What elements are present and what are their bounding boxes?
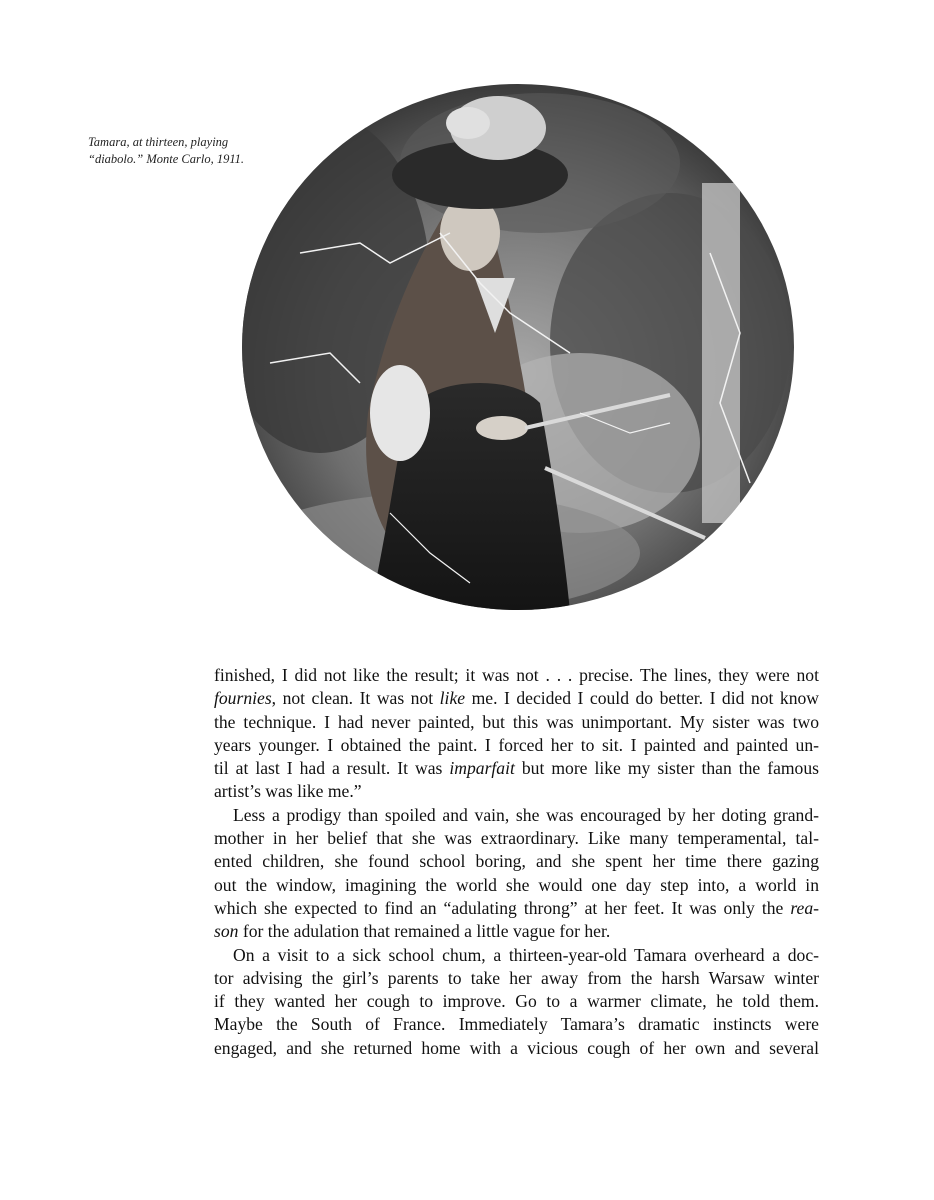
p1-line-3: the technique. I had never painted, but this was unimportant. My sister was two — [214, 711, 819, 732]
circular-vintage-photograph — [240, 83, 796, 611]
p2-line-2: mother in her belief that she was extraordinary. Like many temperamental, tal- — [214, 828, 819, 849]
p2-line-4: out the window, imagining the world she would one day step into, a world in — [214, 874, 819, 895]
p1-line-1: finished, I did not like the result; it was not . . . precise. The lines, they were not — [214, 665, 819, 685]
caption-line-1: Tamara, at thirteen, playing — [88, 135, 229, 149]
p2-line-1: Less a prodigy than spoiled and vain, she was encouraged by her doting grand- — [233, 804, 819, 825]
photo-caption — [88, 134, 263, 168]
caption-line-2: “diabolo.” Monte Carlo, 1911. — [88, 152, 245, 166]
p2-line-6: son for the adulation that remained a little vague for her. — [214, 921, 611, 942]
p3-line-5: engaged, and she returned home with a vicious cough of her own and several — [214, 1037, 819, 1058]
p2-line-3: ented children, she found school boring, and she spent her time there gazing — [214, 851, 819, 872]
p3-line-1: On a visit to a sick school chum, a thirteen-year-old Tamara overheard a doc- — [233, 944, 819, 965]
p1-line-6: artist’s was like me.” — [214, 781, 362, 802]
p2-line-5: which she expected to find an “adulating throng” at her feet. It was only the rea- — [214, 897, 819, 918]
p3-line-2: tor advising the girl’s parents to take her away from the harsh Warsaw winter — [214, 967, 819, 988]
p3-line-3: if they wanted her cough to improve. Go to a warmer climate, he told them. — [214, 991, 819, 1012]
photograph-image — [240, 83, 796, 611]
p1-line-4: years younger. I obtained the paint. I forced her to sit. I painted and painted un- — [214, 734, 819, 755]
body-text — [214, 664, 819, 1060]
p3-line-4: Maybe the South of France. Immediately Tamara’s dramatic instincts were — [214, 1014, 819, 1035]
p1-line-2: fournies, not clean. It was not like me. I decided I could do better. I did not know — [214, 688, 819, 709]
p1-line-5: til at last I had a result. It was imparfait but more like my sister than the famous — [214, 758, 820, 779]
